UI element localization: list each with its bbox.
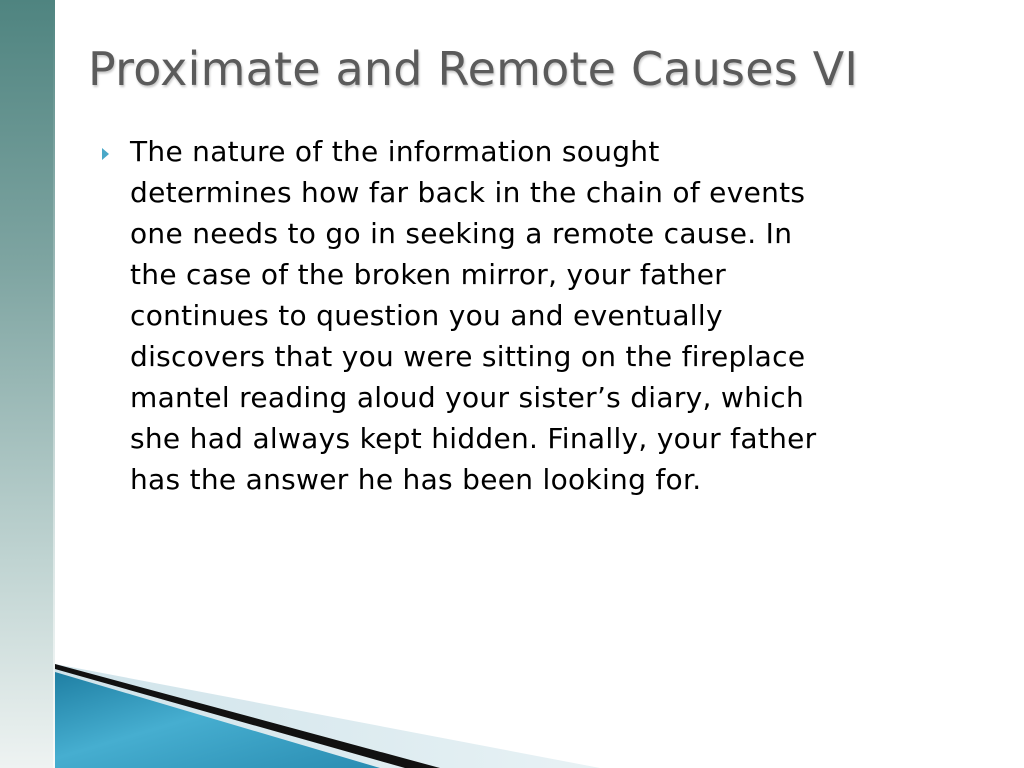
bullet-text: The nature of the information sought determines how far back in the chain of events one needs to go in seeking a remote cause. In the case of the broken mirror, your father continues to question you and eventually discovers that you were sitting on the fireplace mantel reading aloud your sister’s diary, which she had always kept hidden. Finally, your father has the answer he has been looking for. — [130, 135, 817, 496]
slide-body — [100, 131, 960, 500]
dark-swoosh-stripe — [55, 664, 440, 768]
triangle-bullet-icon — [102, 148, 109, 160]
pale-swoosh — [55, 664, 600, 768]
left-sidebar-decoration — [0, 0, 55, 768]
sidebar-edge-highlight — [53, 0, 55, 768]
bullet-item — [100, 131, 960, 500]
blue-swoosh — [55, 672, 380, 768]
slide-title: Proximate and Remote Causes VI — [88, 42, 859, 96]
